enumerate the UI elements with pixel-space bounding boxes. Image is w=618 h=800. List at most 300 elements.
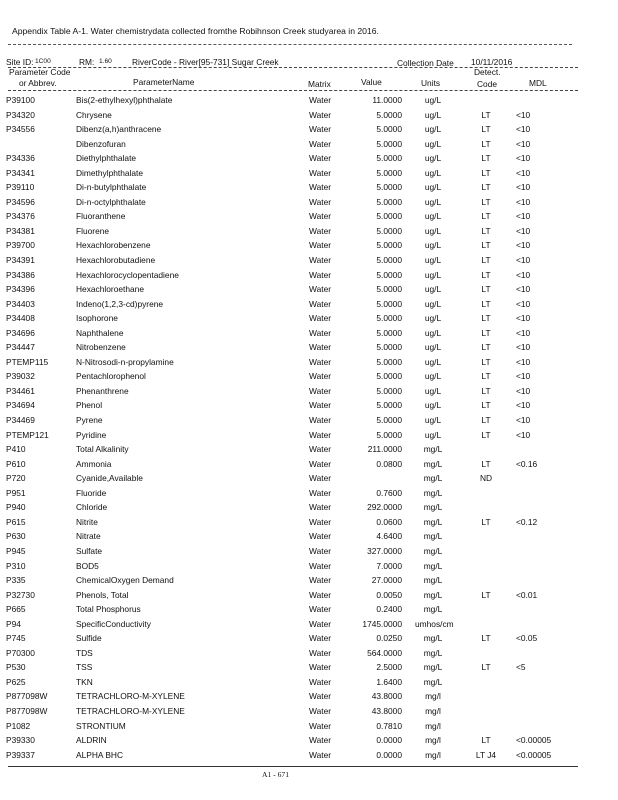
matrix-cell: Water — [309, 647, 332, 658]
units-cell: mg/L — [423, 545, 443, 556]
param-code-cell: P39337 — [6, 749, 35, 760]
detect-code-cell: LT — [481, 429, 491, 440]
matrix-cell: Water — [309, 691, 332, 702]
detect-code-cell: LT — [481, 240, 491, 251]
units-cell: ug/L — [424, 313, 442, 324]
value-cell: 2.5000 — [376, 662, 402, 673]
mdl-cell: <10 — [516, 342, 531, 353]
mdl-cell: <10 — [516, 211, 531, 222]
units-cell: mg/L — [423, 604, 443, 615]
value-cell: 5.0000 — [376, 429, 402, 440]
value-cell: 0.7600 — [376, 487, 402, 498]
parameter-name-cell: Dibenzofuran — [76, 138, 126, 149]
param-code-cell: P34391 — [6, 255, 35, 266]
param-code-cell: P310 — [6, 560, 26, 571]
units-cell: ug/L — [424, 429, 442, 440]
data-table — [0, 93, 618, 762]
matrix-cell: Water — [309, 342, 332, 353]
detect-code-cell: LT — [481, 589, 491, 600]
parameter-name-cell: Nitrate — [76, 531, 101, 542]
detect-code-cell: LT — [481, 196, 491, 207]
table-row — [0, 180, 618, 195]
table-row — [0, 675, 618, 690]
matrix-cell: Water — [309, 545, 332, 556]
units-cell: mg/L — [423, 589, 443, 600]
mdl-cell: <10 — [516, 255, 531, 266]
matrix-cell: Water — [309, 240, 332, 251]
mdl-cell: <0.12 — [516, 516, 538, 527]
units-cell: ug/L — [424, 153, 442, 164]
param-code-cell: P34408 — [6, 313, 35, 324]
parameter-name-cell: Bis(2-ethylhexyl)phthalate — [76, 95, 173, 105]
mdl-cell: <10 — [516, 124, 531, 135]
table-row — [0, 689, 618, 704]
value-cell: 5.0000 — [376, 400, 402, 411]
param-code-cell: PTEMP121 — [6, 429, 49, 440]
units-cell: ug/L — [424, 95, 442, 105]
detect-code-cell: LT — [481, 269, 491, 280]
col-mdl-header: MDL — [529, 78, 547, 88]
param-code-cell: P665 — [6, 604, 26, 615]
mdl-cell: <0.01 — [516, 589, 538, 600]
river-code: RiverCode - River[95-731] Sugar Creek — [132, 57, 279, 67]
matrix-cell: Water — [309, 473, 332, 484]
units-cell: mg/L — [423, 633, 443, 644]
table-row — [0, 108, 618, 123]
value-cell: 0.2400 — [376, 604, 402, 615]
param-code-cell: P39100 — [6, 95, 35, 105]
table-row — [0, 457, 618, 472]
table-row — [0, 544, 618, 559]
table-row — [0, 355, 618, 370]
value-cell: 0.0800 — [376, 458, 402, 469]
value-cell: 43.8000 — [371, 705, 402, 716]
parameter-name-cell: Fluorene — [76, 225, 110, 236]
table-row — [0, 195, 618, 210]
param-code-cell: P530 — [6, 662, 26, 673]
parameter-name-cell: TETRACHLORO-M-XYLENE — [76, 705, 185, 716]
parameter-name-cell: Total Alkalinity — [76, 444, 129, 455]
table-row — [0, 224, 618, 239]
parameter-name-cell: Nitrite — [76, 516, 98, 527]
mdl-cell: <10 — [516, 356, 531, 367]
param-code-cell: P34461 — [6, 385, 35, 396]
units-cell: ug/L — [424, 415, 442, 426]
table-row — [0, 529, 618, 544]
table-row — [0, 297, 618, 312]
parameter-name-cell: Di-n-butylphthalate — [76, 182, 147, 193]
parameter-name-cell: Ammonia — [76, 458, 112, 469]
matrix-cell: Water — [309, 196, 332, 207]
detect-code-cell: LT — [481, 356, 491, 367]
table-row — [0, 646, 618, 661]
parameter-name-cell: Dibenz(a,h)anthracene — [76, 124, 162, 135]
mdl-cell: <10 — [516, 182, 531, 193]
matrix-cell: Water — [309, 225, 332, 236]
mdl-cell: <10 — [516, 225, 531, 236]
param-code-cell: P625 — [6, 676, 26, 687]
units-cell: ug/L — [424, 225, 442, 236]
mdl-cell: <10 — [516, 196, 531, 207]
matrix-cell: Water — [309, 735, 332, 746]
mdl-cell: <10 — [516, 429, 531, 440]
parameter-name-cell: Fluoranthene — [76, 211, 126, 222]
detect-code-cell: LT — [481, 662, 491, 673]
matrix-cell: Water — [309, 531, 332, 542]
parameter-name-cell: Pentachlorophenol — [76, 371, 146, 382]
mdl-cell: <10 — [516, 327, 531, 338]
units-cell: mg/L — [423, 647, 443, 658]
detect-code-cell: LT — [481, 415, 491, 426]
parameter-name-cell: BOD5 — [76, 560, 99, 571]
param-code-cell: P745 — [6, 633, 26, 644]
matrix-cell: Water — [309, 385, 332, 396]
value-cell: 5.0000 — [376, 415, 402, 426]
detect-code-cell: LT — [481, 385, 491, 396]
mdl-cell: <0.05 — [516, 633, 538, 644]
units-cell: mg/L — [423, 676, 443, 687]
detect-code-cell: LT — [481, 124, 491, 135]
mdl-cell: <10 — [516, 167, 531, 178]
col-param-header-line2: or Abbrev. — [19, 78, 57, 88]
parameter-name-cell: Naphthalene — [76, 327, 124, 338]
param-code-cell: P630 — [6, 531, 26, 542]
col-value-header: Value — [361, 77, 382, 87]
parameter-name-cell: Isophorone — [76, 313, 118, 324]
bottom-rule — [8, 766, 578, 767]
param-code-cell: P34469 — [6, 415, 35, 426]
detect-code-cell: LT — [481, 225, 491, 236]
table-row — [0, 122, 618, 137]
parameter-name-cell: Nitrobenzene — [76, 342, 126, 353]
matrix-cell: Water — [309, 415, 332, 426]
col-code-header-line2: Code — [477, 79, 498, 89]
param-code-cell: P335 — [6, 575, 26, 586]
value-cell: 0.7810 — [376, 720, 402, 731]
parameter-name-cell: Phenols, Total — [76, 589, 129, 600]
table-row — [0, 238, 618, 253]
units-cell: ug/L — [424, 182, 442, 193]
detect-code-cell: LT — [481, 211, 491, 222]
page-title: Appendix Table A-1. Water chemistrydata collected fromthe Robihnson Creek studyarea in 2016. — [12, 26, 379, 36]
detect-code-cell: LT — [481, 371, 491, 382]
table-row — [0, 398, 618, 413]
param-code-cell: P34403 — [6, 298, 35, 309]
parameter-name-cell: ALDRIN — [76, 735, 107, 746]
param-code-cell: P34396 — [6, 284, 35, 295]
table-row — [0, 340, 618, 355]
detect-code-cell: LT — [481, 284, 491, 295]
parameter-name-cell: Sulfide — [76, 633, 102, 644]
parameter-name-cell: Phenanthrene — [76, 385, 129, 396]
value-cell: 0.0250 — [376, 633, 402, 644]
parameter-name-cell: Cyanide,Available — [76, 473, 143, 484]
detect-code-cell: LT — [481, 153, 491, 164]
units-cell: ug/L — [424, 371, 442, 382]
units-cell: mg/L — [423, 531, 443, 542]
mdl-cell: <0.00005 — [516, 749, 552, 760]
parameter-name-cell: Dimethylphthalate — [76, 167, 144, 178]
parameter-name-cell: Hexachloroethane — [76, 284, 144, 295]
matrix-cell: Water — [309, 575, 332, 586]
value-cell: 5.0000 — [376, 327, 402, 338]
matrix-cell: Water — [309, 560, 332, 571]
parameter-name-cell: ALPHA BHC — [76, 749, 124, 760]
parameter-name-cell: SpecificConductivity — [76, 618, 151, 629]
parameter-name-cell: Hexachlorocyclopentadiene — [76, 269, 179, 280]
table-row — [0, 588, 618, 603]
units-cell: ug/L — [424, 298, 442, 309]
param-code-cell: P945 — [6, 545, 26, 556]
units-cell: ug/L — [424, 138, 442, 149]
page-number: A1 - 671 — [262, 770, 289, 779]
units-cell: ug/L — [424, 240, 442, 251]
matrix-cell: Water — [309, 313, 332, 324]
units-cell: mg/L — [423, 473, 443, 484]
table-row — [0, 631, 618, 646]
col-matrix-header: Matrix — [308, 79, 331, 89]
units-cell: ug/L — [424, 167, 442, 178]
site-id-value: 1C00 — [35, 58, 51, 65]
param-code-cell: P34556 — [6, 124, 35, 135]
matrix-cell: Water — [309, 487, 332, 498]
units-cell: mg/l — [425, 705, 441, 716]
table-row — [0, 719, 618, 734]
param-code-cell: P34320 — [6, 109, 35, 120]
value-cell: 292.0000 — [367, 502, 402, 513]
table-row — [0, 733, 618, 748]
collection-date-label: Collection Date — [397, 58, 454, 68]
units-cell: mg/L — [423, 516, 443, 527]
units-cell: ug/L — [424, 211, 442, 222]
value-cell: 5.0000 — [376, 182, 402, 193]
param-code-cell: P34381 — [6, 225, 35, 236]
col-name-header: ParameterName — [133, 77, 195, 87]
table-row — [0, 617, 618, 632]
detect-code-cell: LT — [481, 458, 491, 469]
param-code-cell: P34336 — [6, 153, 35, 164]
detect-code-cell: LT — [481, 109, 491, 120]
table-row — [0, 166, 618, 181]
parameter-name-cell: Phenol — [76, 400, 103, 411]
mdl-cell: <5 — [516, 662, 526, 673]
table-row — [0, 253, 618, 268]
units-cell: mg/L — [423, 487, 443, 498]
table-row — [0, 137, 618, 152]
matrix-cell: Water — [309, 95, 332, 105]
mdl-cell: <10 — [516, 269, 531, 280]
value-cell: 43.8000 — [371, 691, 402, 702]
matrix-cell: Water — [309, 720, 332, 731]
col-units-header: Units — [421, 78, 441, 88]
value-cell: 5.0000 — [376, 255, 402, 266]
mdl-cell: <10 — [516, 153, 531, 164]
param-code-cell: P94 — [6, 618, 21, 629]
table-row — [0, 413, 618, 428]
units-cell: ug/L — [424, 124, 442, 135]
parameter-name-cell: Chrysene — [76, 109, 112, 120]
param-code-cell: P34696 — [6, 327, 35, 338]
col-param-header-line1: Parameter Code — [9, 67, 71, 77]
value-cell: 0.0000 — [376, 749, 402, 760]
units-cell: mg/l — [425, 720, 441, 731]
param-code-cell: P610 — [6, 458, 26, 469]
matrix-cell: Water — [309, 502, 332, 513]
site-id-label: Site ID: — [6, 57, 34, 67]
table-row — [0, 442, 618, 457]
table-row — [0, 282, 618, 297]
value-cell: 5.0000 — [376, 313, 402, 324]
matrix-cell: Water — [309, 676, 332, 687]
param-code-cell: P34376 — [6, 211, 35, 222]
parameter-name-cell: Hexachlorobenzene — [76, 240, 151, 251]
table-row — [0, 311, 618, 326]
mdl-cell: <10 — [516, 313, 531, 324]
units-cell: ug/L — [424, 327, 442, 338]
value-cell: 5.0000 — [376, 385, 402, 396]
matrix-cell: Water — [309, 124, 332, 135]
param-code-cell: P951 — [6, 487, 26, 498]
detect-code-cell: LT J4 — [475, 749, 497, 760]
mdl-cell: <10 — [516, 371, 531, 382]
param-code-cell: P39110 — [6, 182, 35, 193]
value-cell: 0.0050 — [376, 589, 402, 600]
value-cell: 11.0000 — [372, 95, 402, 105]
matrix-cell: Water — [309, 429, 332, 440]
table-row — [0, 486, 618, 501]
table-row — [0, 660, 618, 675]
units-cell: mg/L — [423, 444, 443, 455]
param-code-cell: P39700 — [6, 240, 35, 251]
rm-label: RM: — [79, 57, 95, 67]
parameter-name-cell: STRONTIUM — [76, 720, 126, 731]
units-cell: mg/l — [425, 735, 441, 746]
matrix-cell: Water — [309, 516, 332, 527]
parameter-name-cell: Chloride — [76, 502, 108, 513]
units-cell: ug/L — [424, 284, 442, 295]
detect-code-cell: LT — [481, 400, 491, 411]
parameter-name-cell: Diethylphthalate — [76, 153, 137, 164]
value-cell: 327.0000 — [367, 545, 402, 556]
table-row — [0, 559, 618, 574]
param-code-cell: P940 — [6, 502, 26, 513]
matrix-cell: Water — [309, 444, 332, 455]
table-row — [0, 326, 618, 341]
detect-code-cell: LT — [481, 298, 491, 309]
table-row — [0, 428, 618, 443]
value-cell: 1.6400 — [376, 676, 402, 687]
value-cell: 5.0000 — [376, 356, 402, 367]
units-cell: ug/L — [424, 255, 442, 266]
table-row — [0, 748, 618, 763]
value-cell: 5.0000 — [376, 211, 402, 222]
units-cell: umhos/cm — [415, 618, 454, 629]
detect-code-cell: LT — [481, 327, 491, 338]
matrix-cell: Water — [309, 749, 332, 760]
matrix-cell: Water — [309, 138, 332, 149]
detect-code-cell: LT — [481, 735, 491, 746]
value-cell: 5.0000 — [376, 124, 402, 135]
parameter-name-cell: Di-n-octylphthalate — [76, 196, 146, 207]
matrix-cell: Water — [309, 604, 332, 615]
value-cell: 27.0000 — [371, 575, 402, 586]
units-cell: mg/L — [423, 458, 443, 469]
parameter-name-cell: Indeno(1,2,3-cd)pyrene — [76, 298, 164, 309]
units-cell: ug/L — [424, 109, 442, 120]
units-cell: ug/L — [424, 400, 442, 411]
matrix-cell: Water — [309, 371, 332, 382]
table-row — [0, 384, 618, 399]
parameter-name-cell: TKN — [76, 676, 93, 687]
parameter-name-cell: TSS — [76, 662, 93, 673]
value-cell: 5.0000 — [376, 196, 402, 207]
mdl-cell: <0.00005 — [516, 735, 552, 746]
parameter-name-cell: N-Nitrosodi-n-propylamine — [76, 356, 174, 367]
matrix-cell: Water — [309, 356, 332, 367]
mdl-cell: <10 — [516, 240, 531, 251]
matrix-cell: Water — [309, 633, 332, 644]
matrix-cell: Water — [309, 182, 332, 193]
parameter-name-cell: Total Phosphorus — [76, 604, 141, 615]
detect-code-cell: LT — [481, 633, 491, 644]
param-code-cell: P720 — [6, 473, 26, 484]
table-row — [0, 151, 618, 166]
matrix-cell: Water — [309, 284, 332, 295]
matrix-cell: Water — [309, 327, 332, 338]
value-cell: 7.0000 — [376, 560, 402, 571]
parameter-name-cell: TDS — [76, 647, 93, 658]
table-row — [0, 268, 618, 283]
value-cell: 5.0000 — [376, 269, 402, 280]
mdl-cell: <10 — [516, 138, 531, 149]
param-code-cell: P39330 — [6, 735, 35, 746]
rm-value: 1.60 — [99, 58, 112, 65]
matrix-cell: Water — [309, 458, 332, 469]
matrix-cell: Water — [309, 705, 332, 716]
value-cell: 211.0000 — [367, 444, 402, 455]
mdl-cell: <0.16 — [516, 458, 538, 469]
detect-code-cell: LT — [481, 138, 491, 149]
param-code-cell: P34596 — [6, 196, 35, 207]
matrix-cell: Water — [309, 211, 332, 222]
mdl-cell: <10 — [516, 284, 531, 295]
matrix-cell: Water — [309, 153, 332, 164]
mdl-cell: <10 — [516, 385, 531, 396]
parameter-name-cell: Pyrene — [76, 415, 103, 426]
table-row — [0, 704, 618, 719]
parameter-name-cell: Pyridine — [76, 429, 107, 440]
value-cell: 564.0000 — [367, 647, 402, 658]
value-cell: 5.0000 — [376, 240, 402, 251]
param-code-cell: P39032 — [6, 371, 35, 382]
col-code-header-line1: Detect. — [474, 67, 501, 77]
parameter-name-cell: Hexachlorobutadiene — [76, 255, 156, 266]
mdl-cell: <10 — [516, 109, 531, 120]
title-divider — [8, 44, 572, 45]
matrix-cell: Water — [309, 618, 332, 629]
parameter-name-cell: TETRACHLORO-M-XYLENE — [76, 691, 185, 702]
units-cell: mg/L — [423, 560, 443, 571]
value-cell: 5.0000 — [376, 225, 402, 236]
value-cell: 5.0000 — [376, 284, 402, 295]
param-code-cell: P34341 — [6, 167, 35, 178]
units-cell: ug/L — [424, 269, 442, 280]
parameter-name-cell: Fluoride — [76, 487, 107, 498]
units-cell: ug/L — [424, 196, 442, 207]
param-code-cell: P34694 — [6, 400, 35, 411]
parameter-name-cell: Sulfate — [76, 545, 103, 556]
value-cell: 5.0000 — [376, 138, 402, 149]
